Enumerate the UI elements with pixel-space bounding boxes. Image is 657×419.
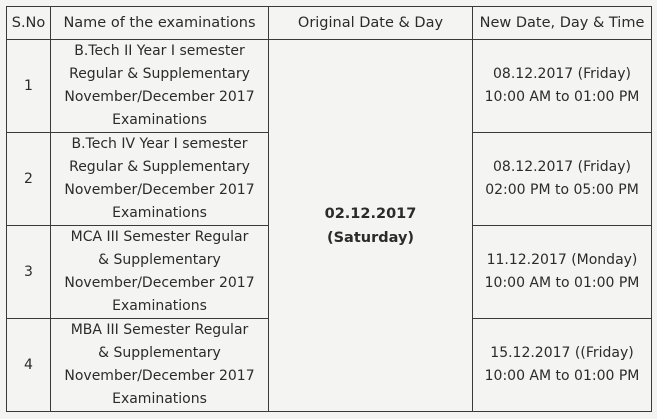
- exam-name-line: Regular & Supplementary: [69, 66, 250, 82]
- new-date: 08.12.2017 (Friday): [493, 66, 631, 82]
- row-exam-name: [51, 319, 269, 412]
- original-day: (Saturday): [326, 229, 415, 246]
- exam-name-line: November/December 2017: [64, 89, 255, 105]
- row-new-date-time: [473, 40, 652, 133]
- row-sno: 4: [7, 319, 51, 412]
- row-new-date-time: [473, 319, 652, 412]
- exam-name-line: B.Tech II Year I semester: [74, 43, 245, 59]
- exam-name-line: Examinations: [112, 391, 207, 407]
- new-time: 10:00 AM to 01:00 PM: [484, 275, 640, 291]
- new-date: 15.12.2017 ((Friday): [490, 345, 634, 361]
- row-sno: 2: [7, 133, 51, 226]
- exam-name-line: Examinations: [112, 298, 207, 314]
- exam-name-line: Regular & Supplementary: [69, 159, 250, 175]
- row-new-date-time: [473, 226, 652, 319]
- row-sno: 1: [7, 40, 51, 133]
- header-row: [7, 7, 652, 40]
- header-exam-name: Name of the examinations: [51, 7, 269, 40]
- exam-schedule-table: [6, 6, 652, 412]
- original-date: 02.12.2017: [324, 205, 417, 222]
- row-new-date-time: [473, 133, 652, 226]
- new-date: 11.12.2017 (Monday): [486, 252, 638, 268]
- exam-name-line: November/December 2017: [64, 182, 255, 198]
- exam-name-line: MBA III Semester Regular: [70, 322, 249, 338]
- new-date: 08.12.2017 (Friday): [493, 159, 631, 175]
- exam-name-line: B.Tech IV Year I semester: [71, 136, 248, 152]
- row-exam-name: [51, 226, 269, 319]
- row-exam-name: [51, 133, 269, 226]
- exam-name-line: Examinations: [112, 205, 207, 221]
- new-time: 02:00 PM to 05:00 PM: [485, 182, 639, 198]
- exam-name-line: Examinations: [112, 112, 207, 128]
- exam-name-line: November/December 2017: [64, 275, 255, 291]
- header-new-date: New Date, Day & Time: [473, 7, 652, 40]
- row-exam-name: [51, 40, 269, 133]
- header-sno: S.No: [7, 7, 51, 40]
- new-time: 10:00 AM to 01:00 PM: [484, 368, 640, 384]
- original-date-cell: [269, 40, 473, 412]
- exam-name-line: MCA III Semester Regular: [70, 229, 249, 245]
- exam-name-line: & Supplementary: [98, 252, 221, 268]
- new-time: 10:00 AM to 01:00 PM: [484, 89, 640, 105]
- exam-name-line: & Supplementary: [98, 345, 221, 361]
- header-original-date: Original Date & Day: [269, 7, 473, 40]
- row-sno: 3: [7, 226, 51, 319]
- table-row: [7, 40, 652, 133]
- exam-name-line: November/December 2017: [64, 368, 255, 384]
